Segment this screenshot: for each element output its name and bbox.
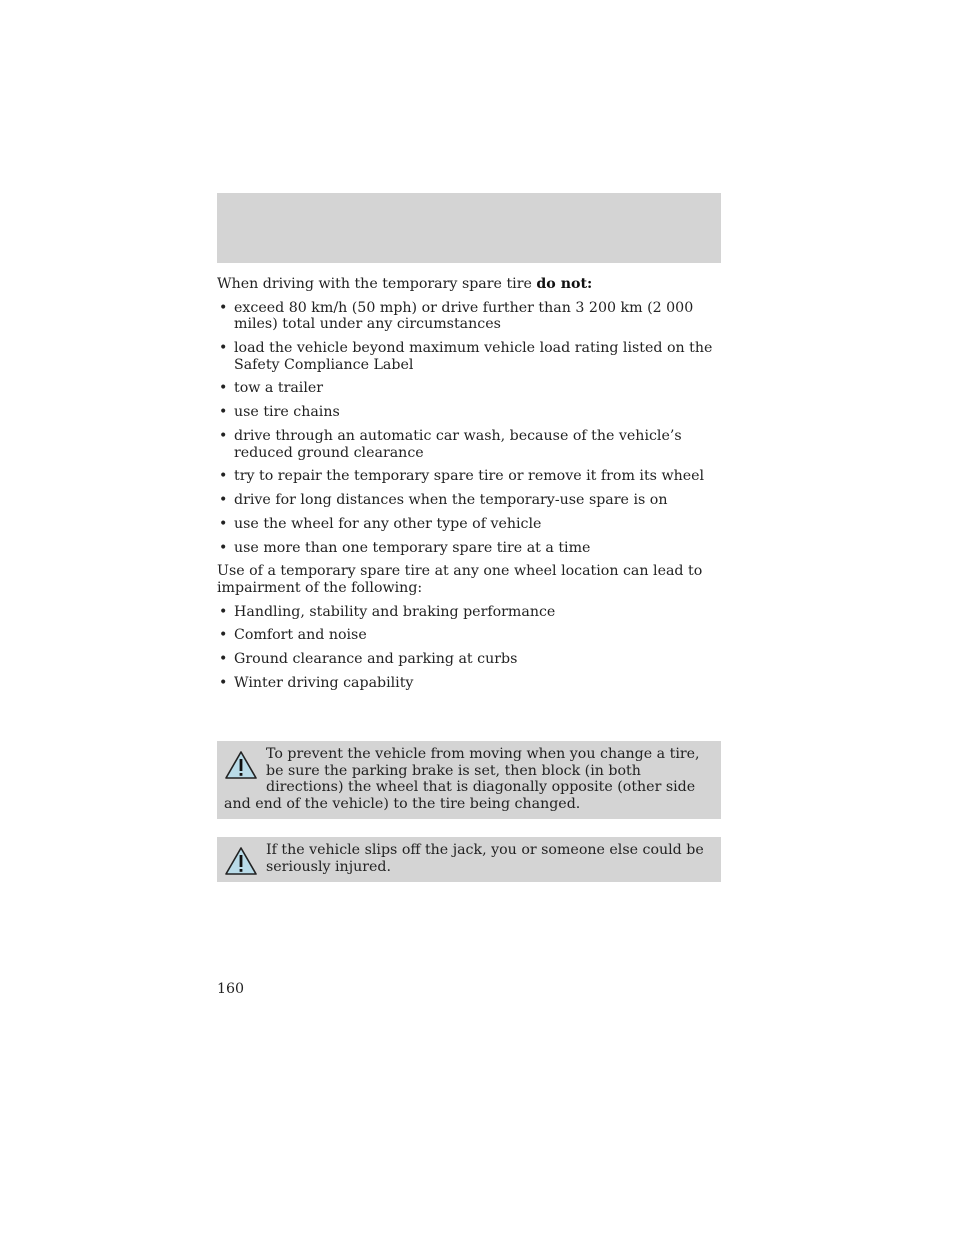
list-item: • use more than one temporary spare tire at a time (217, 540, 721, 557)
list-item: • exceed 80 km/h (50 mph) or drive further than 3 200 km (2 000 miles) total under any circumstances (217, 300, 721, 333)
warning-box-parking-brake (217, 741, 721, 819)
impairment-list (217, 604, 721, 692)
list-item: • drive through an automatic car wash, because of the vehicle’s reduced ground clearance (217, 428, 721, 461)
list-item: • drive for long distances when the temporary-use spare is on (217, 492, 721, 509)
list-item: • Ground clearance and parking at curbs (217, 651, 721, 668)
list-item: • use tire chains (217, 404, 721, 421)
main-content (217, 276, 721, 699)
list-item: • try to repair the temporary spare tire or remove it from its wheel (217, 468, 721, 485)
warning-triangle-icon (224, 846, 258, 876)
warning-text: If the vehicle slips off the jack, you or someone else could be seriously injured. (266, 842, 704, 875)
warning-triangle-icon (224, 750, 258, 780)
page-number: 160 (217, 981, 245, 997)
do-not-list (217, 300, 721, 557)
section-header-band (217, 193, 721, 263)
warning-box-jack (217, 837, 721, 882)
list-item: • Handling, stability and braking performance (217, 604, 721, 621)
list-item: • Winter driving capability (217, 675, 721, 692)
list-item: • tow a trailer (217, 380, 721, 397)
intro-emphasis: do not: (536, 276, 593, 292)
list-item: • Comfort and noise (217, 627, 721, 644)
list-item: • load the vehicle beyond maximum vehicle load rating listed on the Safety Compliance Label (217, 340, 721, 373)
warning-text: To prevent the vehicle from moving when you change a tire, be sure the parking brake is set, then block (in both directions) the wheel that is diagonally opposite (other side and end of the vehicle) to the tire being changed. (224, 746, 700, 812)
intro-text: When driving with the temporary spare tire (217, 276, 537, 292)
impairment-paragraph: Use of a temporary spare tire at any one wheel location can lead to impairment of the following: (217, 563, 703, 596)
list-item: • use the wheel for any other type of vehicle (217, 516, 721, 533)
intro-paragraph (217, 276, 721, 293)
